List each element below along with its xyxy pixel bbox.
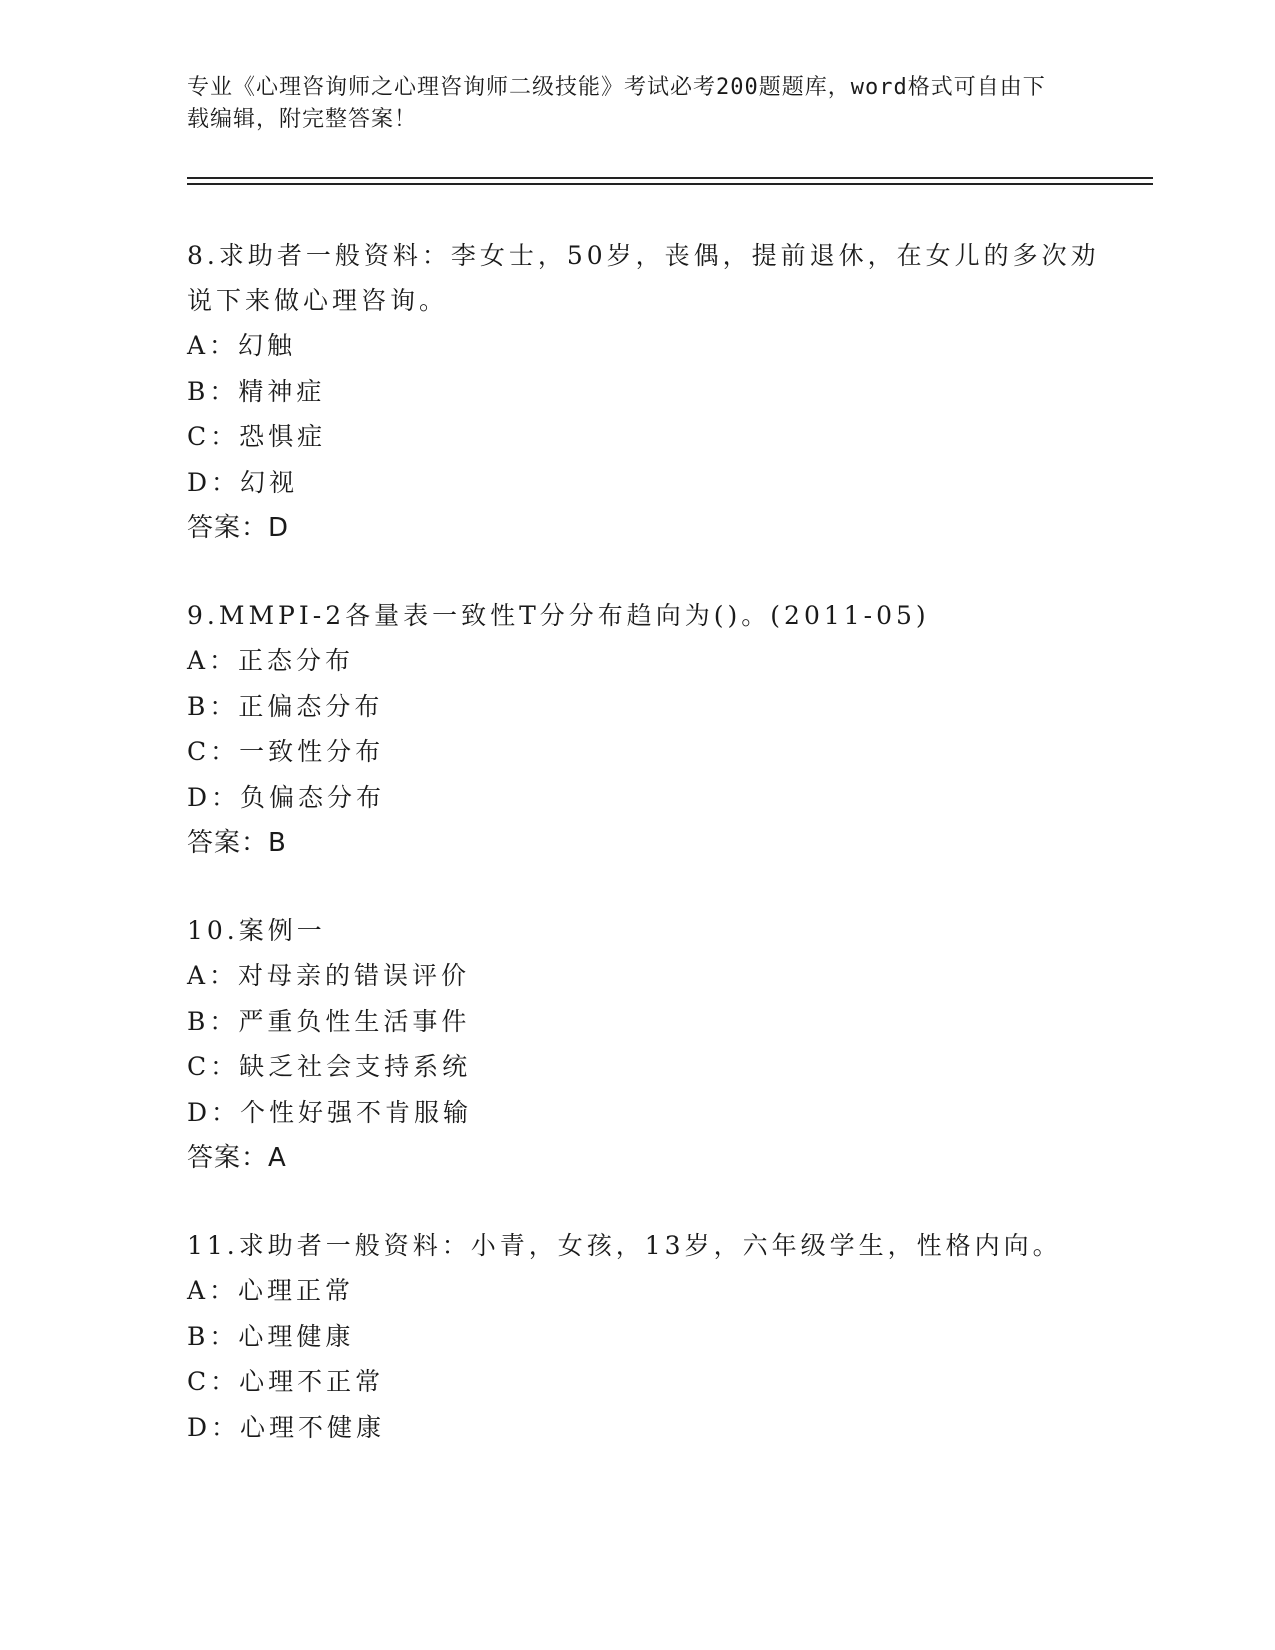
- option-d: D：幻视: [187, 467, 299, 497]
- option-a: A：幻触: [187, 331, 297, 360]
- option-c: C：一致性分布: [187, 737, 385, 766]
- header-divider-top: [187, 177, 1153, 179]
- question-text: 8.求助者一般资料：李女士，50岁，丧偶，提前退休，在女儿的多次劝说下来做心理咨询。: [187, 241, 1100, 315]
- option-c: C：心理不正常: [187, 1367, 385, 1396]
- option-d: D：心理不健康: [187, 1412, 386, 1442]
- answer-label: 答案：B: [187, 828, 287, 858]
- question-11: [187, 1223, 1107, 1450]
- header-divider-bottom: [187, 183, 1153, 185]
- option-b: B：精神症: [187, 376, 326, 406]
- question-text: 10.案例一: [187, 916, 326, 945]
- question-text: 9.MMPI-2各量表一致性T分分布趋向为()。(2011-05): [187, 601, 930, 630]
- option-d: D：负偏态分布: [187, 782, 386, 812]
- option-d: D：个性好强不肯服输: [187, 1097, 473, 1127]
- answer-label: 答案：D: [187, 513, 290, 543]
- question-text: 11.求助者一般资料：小青，女孩，13岁，六年级学生，性格内向。: [187, 1231, 1062, 1260]
- document-header: 专业《心理咨询师之心理咨询师二级技能》考试必考200题题库，word格式可自由下载编辑，附完整答案！: [187, 75, 1046, 132]
- option-a: A：正态分布: [187, 646, 355, 675]
- option-c: C：恐惧症: [187, 422, 327, 451]
- question-10: [187, 908, 1107, 1181]
- question-8: [187, 233, 1107, 551]
- answer-label: 答案：A: [187, 1143, 287, 1173]
- option-b: B：正偏态分布: [187, 691, 384, 721]
- option-a: A：心理正常: [187, 1276, 355, 1305]
- option-a: A：对母亲的错误评价: [187, 961, 471, 990]
- question-9: [187, 593, 1107, 866]
- option-b: B：心理健康: [187, 1321, 355, 1351]
- question-list: [187, 233, 1107, 1492]
- option-c: C：缺乏社会支持系统: [187, 1052, 472, 1081]
- option-b: B：严重负性生活事件: [187, 1006, 471, 1036]
